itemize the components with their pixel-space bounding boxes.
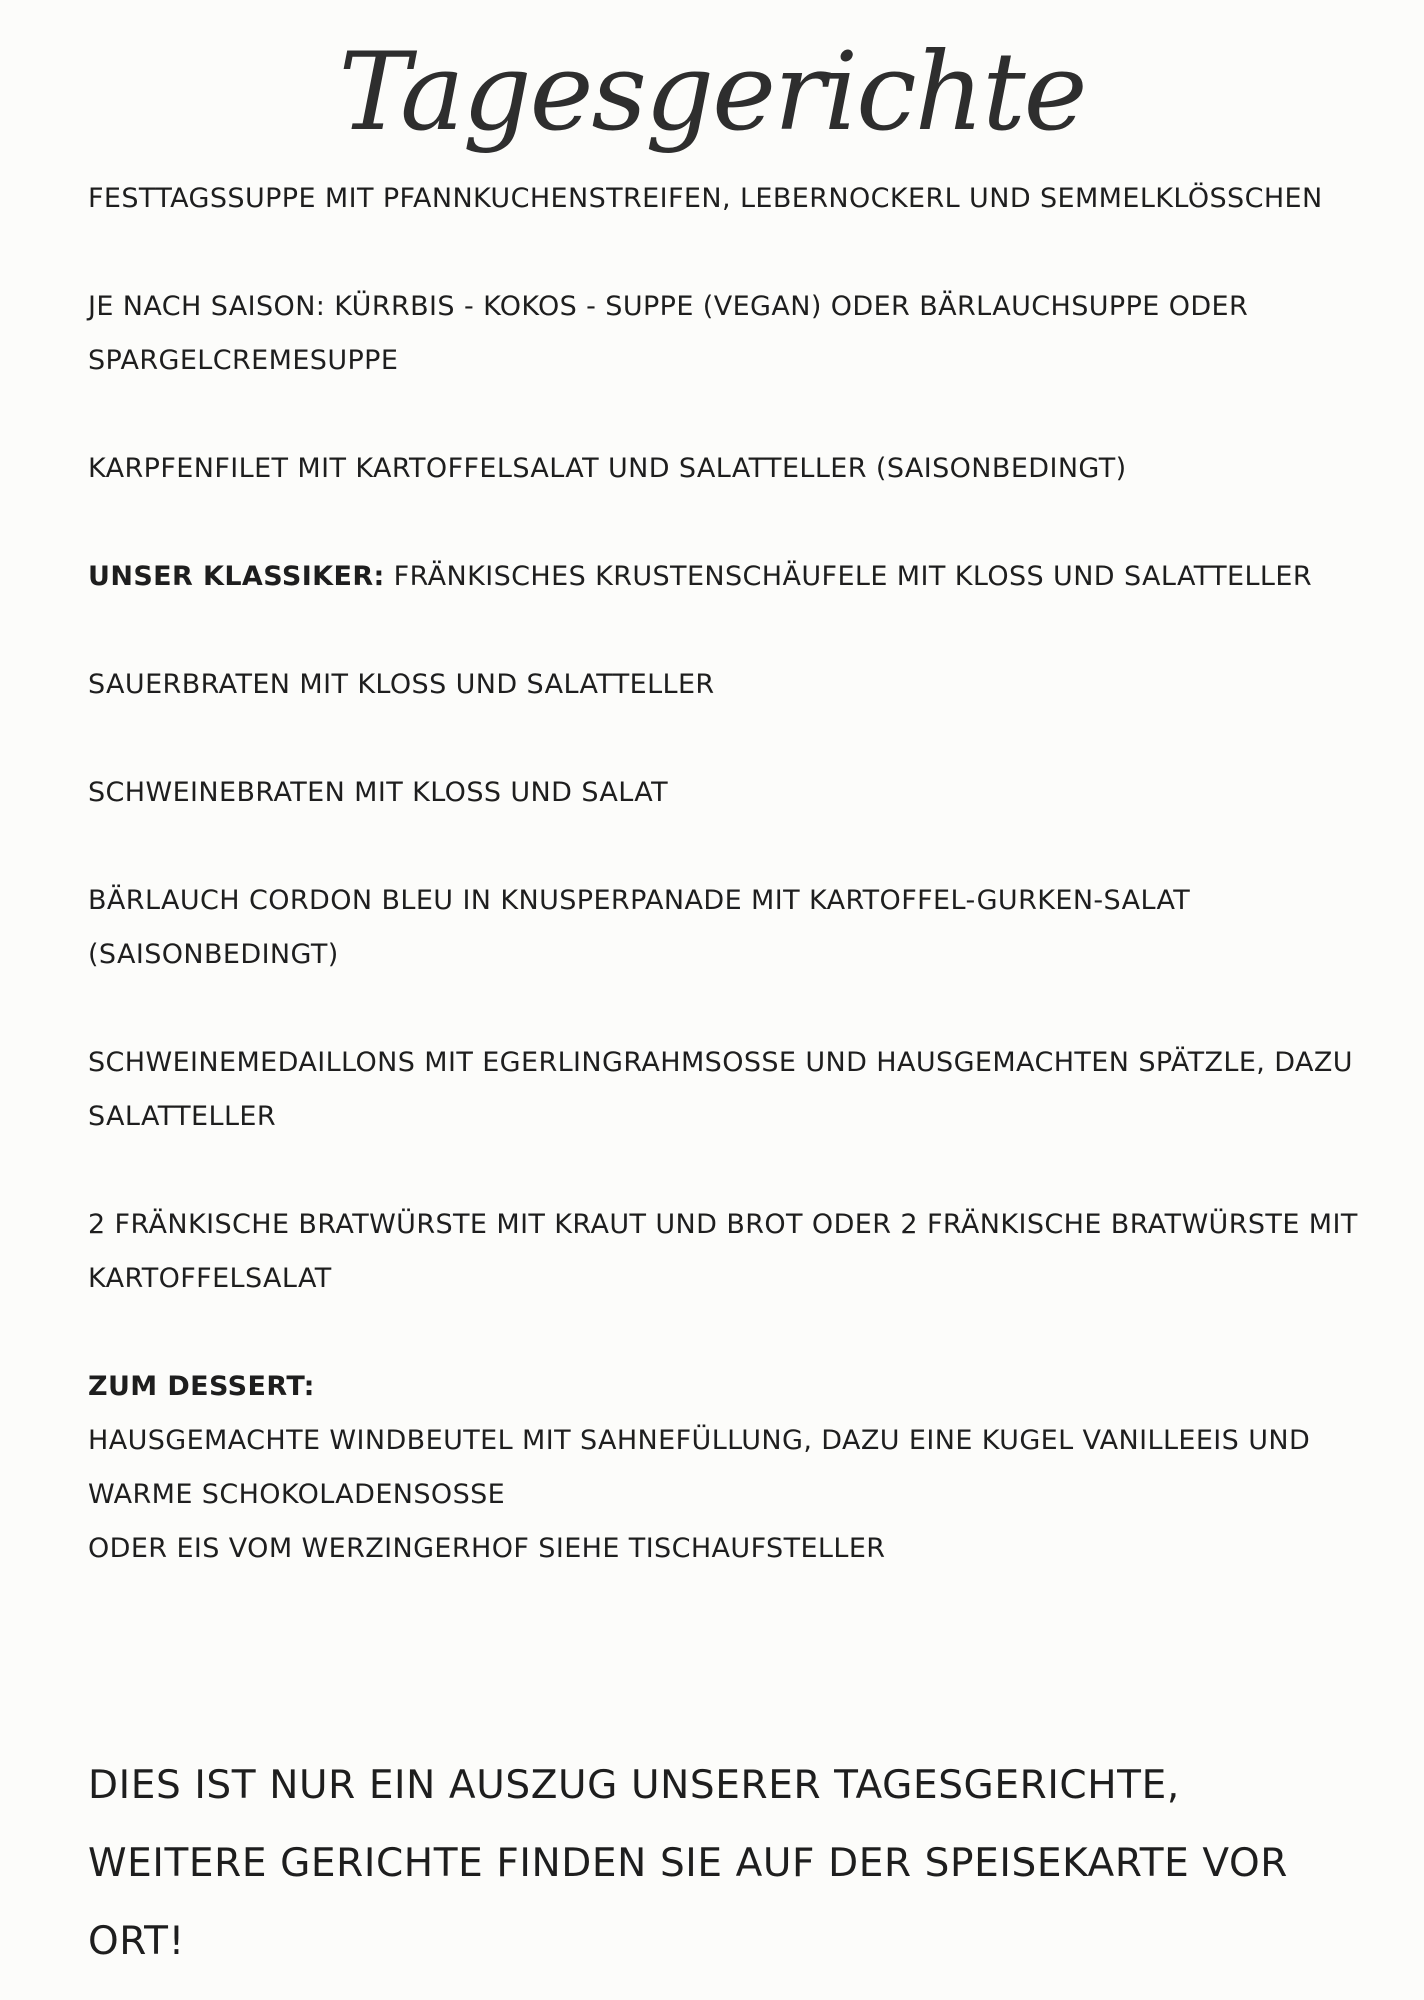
dish-text: FRÄNKISCHES KRUSTENSCHÄUFELE MIT KLOSS UND SALATTELLER xyxy=(384,561,1312,592)
page-title: Tagesgerichte xyxy=(338,30,1086,155)
dessert-heading: ZUM DESSERT: xyxy=(88,1371,315,1402)
dish-item-classic xyxy=(88,550,1368,604)
dish-text: SCHWEINEMEDAILLONS MIT EGERLINGRAHMSOSSE UND HAUSGEMACHTEN SPÄTZLE, DAZU SALATTELLER xyxy=(88,1047,1353,1132)
dish-text: BÄRLAUCH CORDON BLEU IN KNUSPERPANADE MIT KARTOFFEL-GURKEN-SALAT (SAISONBEDINGT) xyxy=(88,885,1191,970)
dish-text: KARPFENFILET MIT KARTOFFELSALAT UND SALATTELLER (SAISONBEDINGT) xyxy=(88,453,1127,484)
dish-item xyxy=(88,280,1368,388)
dish-text: SAUERBRATEN MIT KLOSS UND SALATTELLER xyxy=(88,669,715,700)
dessert-line: ODER EIS VOM WERZINGERHOF SIEHE TISCHAUFSTELLER xyxy=(88,1533,886,1564)
dish-item xyxy=(88,874,1368,982)
dish-text: 2 FRÄNKISCHE BRATWÜRSTE MIT KRAUT UND BROT ODER 2 FRÄNKISCHE BRATWÜRSTE MIT KARTOFFELSALAT xyxy=(88,1209,1358,1294)
dish-lead-label: UNSER KLASSIKER: xyxy=(88,561,385,592)
dish-item xyxy=(88,1036,1368,1144)
dish-item xyxy=(88,442,1368,496)
closing-note: DIES IST NUR EIN AUSZUG UNSERER TAGESGERICHTE, WEITERE GERICHTE FINDEN SIE AUF DER SPEISEKARTE VOR ORT! xyxy=(88,1763,1288,1964)
dessert-line: HAUSGEMACHTE WINDBEUTEL MIT SAHNEFÜLLUNG, DAZU EINE KUGEL VANILLEEIS UND WARME SCHOKOLADENSOSSE xyxy=(88,1425,1311,1510)
dish-list xyxy=(88,172,1368,1576)
dish-item xyxy=(88,658,1368,712)
dish-item xyxy=(88,1198,1368,1306)
dish-text: SCHWEINEBRATEN MIT KLOSS UND SALAT xyxy=(88,777,668,808)
dish-item xyxy=(88,766,1368,820)
dish-text: JE NACH SAISON: KÜRRBIS - KOKOS - SUPPE (VEGAN) ODER BÄRLAUCHSUPPE ODER SPARGELCREMESUPPE xyxy=(88,291,1249,376)
dessert-section xyxy=(88,1360,1368,1576)
dish-text: FESTTAGSSUPPE MIT PFANNKUCHENSTREIFEN, LEBERNOCKERL UND SEMMELKLÖSSCHEN xyxy=(88,183,1323,214)
dish-item xyxy=(88,172,1368,226)
